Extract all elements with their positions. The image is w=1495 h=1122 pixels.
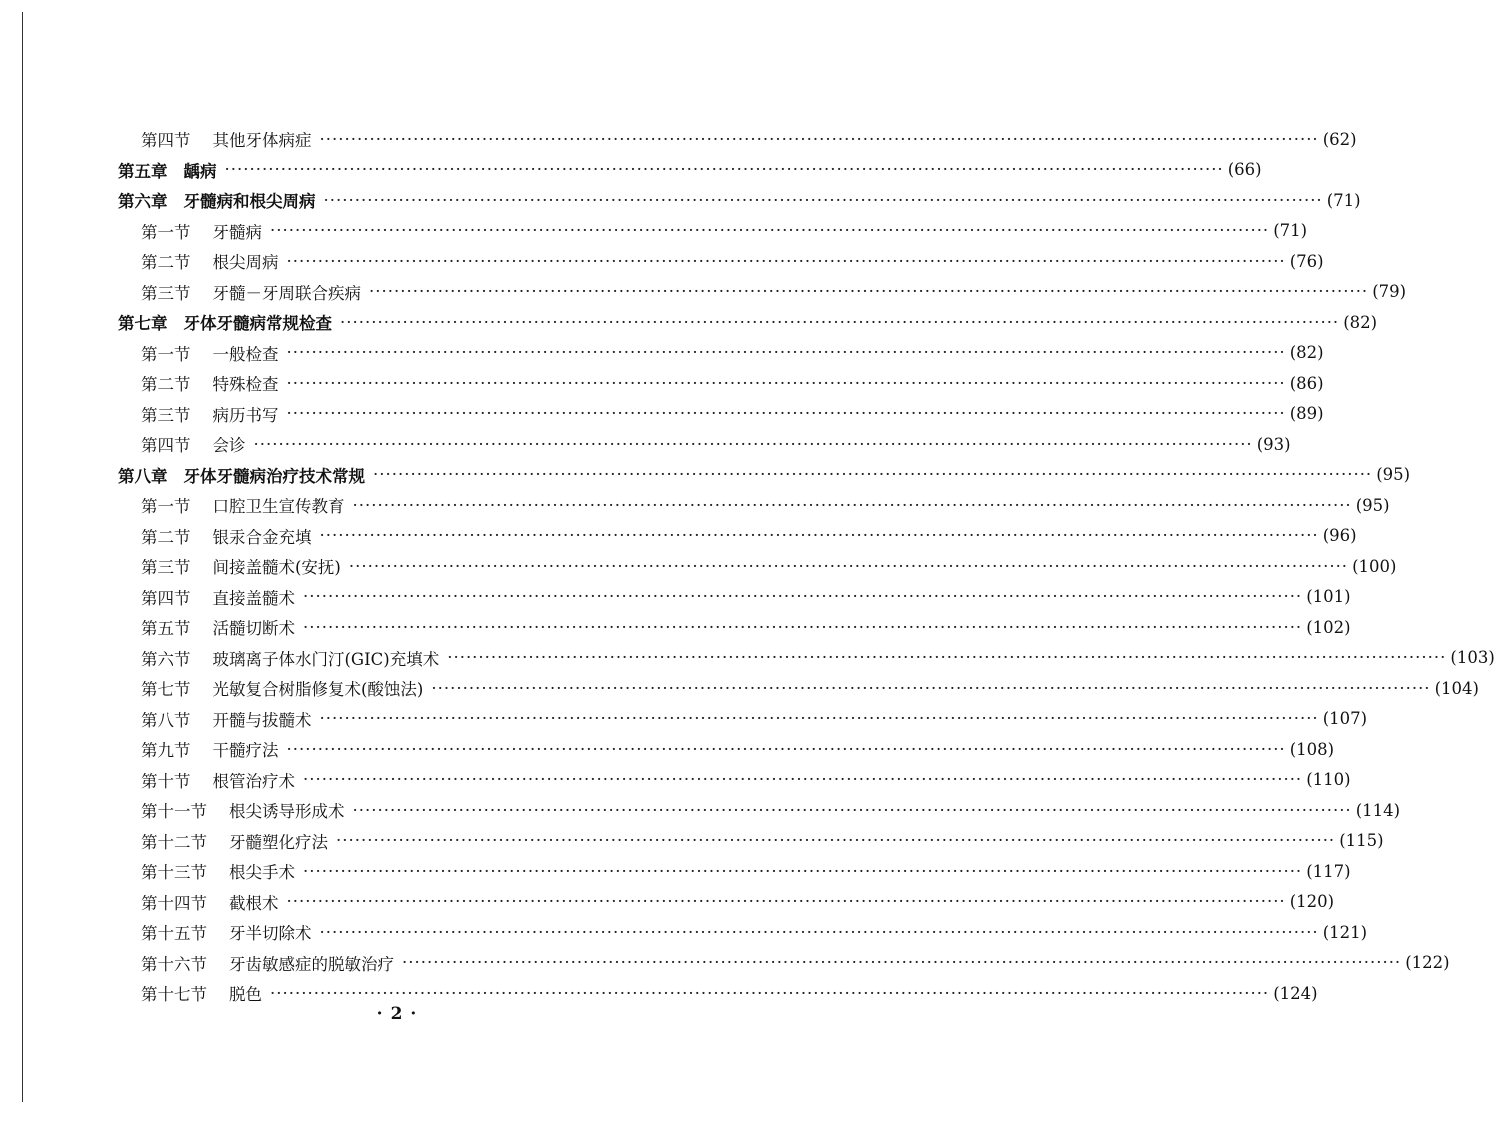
entry-number: 第五节	[141, 619, 191, 639]
entry-number: 第五章	[118, 161, 168, 181]
toc-section-entry[interactable]	[118, 795, 1401, 826]
toc-section-entry[interactable]	[118, 246, 1324, 277]
entry-title: 根尖诱导形成术	[229, 802, 345, 822]
toc-section-entry[interactable]	[118, 399, 1324, 430]
page-number: 2	[390, 1004, 403, 1024]
dot-leader: ································································································································································	[373, 465, 1373, 485]
entry-page-number: (76)	[1289, 251, 1324, 271]
entry-title: 牙体牙髓病治疗技术常规	[183, 466, 365, 486]
toc-section-entry[interactable]	[118, 765, 1351, 796]
toc-section-entry[interactable]	[118, 551, 1397, 582]
dot-leader: ································································································································································	[319, 709, 1319, 729]
entry-title: 银汞合金充填	[212, 527, 312, 547]
entry-number: 第十六节	[141, 954, 207, 974]
dot-leader: ································································································································································	[340, 312, 1340, 332]
dot-leader: ································································································································································	[431, 678, 1431, 698]
toc-chapter-entry[interactable]	[118, 460, 1411, 491]
toc-section-entry[interactable]	[118, 490, 1390, 521]
toc-section-entry[interactable]	[118, 673, 1479, 704]
entry-page-number: (82)	[1343, 312, 1378, 332]
toc-section-entry[interactable]	[118, 521, 1357, 552]
left-margin-rule	[22, 12, 23, 1102]
entry-page-number: (110)	[1306, 770, 1351, 790]
dot-leader: ································································································································································	[286, 373, 1286, 393]
entry-number: 第四节	[141, 131, 191, 151]
dot-leader: ································································································································································	[402, 953, 1402, 973]
toc-section-entry[interactable]	[118, 368, 1324, 399]
dot-leader: ································································································································································	[303, 861, 1303, 881]
entry-page-number: (89)	[1289, 404, 1324, 424]
entry-page-number: (93)	[1256, 434, 1291, 454]
dot-leader: ································································································································································	[303, 587, 1303, 607]
entry-page-number: (66)	[1227, 160, 1262, 180]
toc-section-entry[interactable]	[118, 948, 1450, 979]
entry-title: 开髓与拔髓术	[212, 710, 312, 730]
entry-page-number: (62)	[1322, 129, 1357, 149]
entry-number: 第十七节	[141, 985, 207, 1005]
toc-section-entry[interactable]	[118, 216, 1308, 247]
entry-page-number: (102)	[1306, 617, 1351, 637]
entry-number: 第二节	[141, 527, 191, 547]
toc-section-entry[interactable]	[118, 826, 1384, 857]
entry-number: 第十节	[141, 771, 191, 791]
toc-section-entry[interactable]	[118, 734, 1335, 765]
dot-leader: ································································································································································	[352, 495, 1352, 515]
dot-leader: ································································································································································	[336, 831, 1336, 851]
entry-page-number: (121)	[1322, 922, 1368, 942]
entry-number: 第八节	[141, 710, 191, 730]
dot-leader: ································································································································································	[319, 922, 1319, 942]
entry-title: 根管治疗术	[212, 771, 295, 791]
entry-page-number: (86)	[1289, 373, 1324, 393]
entry-title: 牙体牙髓病常规检查	[183, 314, 332, 334]
entry-title: 根尖手术	[229, 863, 295, 883]
entry-page-number: (120)	[1289, 892, 1335, 912]
dot-leader: ································································································································································	[303, 617, 1303, 637]
dot-leader: ································································································································································	[369, 282, 1369, 302]
toc-section-entry[interactable]	[118, 429, 1291, 460]
entry-number: 第三节	[141, 405, 191, 425]
entry-page-number: (114)	[1355, 800, 1401, 820]
dot-leader: ································································································································································	[323, 190, 1323, 210]
entry-page-number: (82)	[1289, 343, 1324, 363]
dot-leader: ································································································································································	[303, 770, 1303, 790]
toc-section-entry[interactable]	[118, 887, 1335, 918]
entry-number: 第四节	[141, 588, 191, 608]
entry-number: 第一节	[141, 222, 191, 242]
toc-section-entry[interactable]	[118, 612, 1351, 643]
table-of-contents	[118, 124, 1495, 1009]
page-footer	[0, 1004, 793, 1024]
entry-title: 会诊	[212, 436, 246, 456]
entry-page-number: (95)	[1376, 465, 1411, 485]
entry-title: 牙髓塑化疗法	[229, 832, 328, 852]
footer-dot-right: ·	[410, 1004, 417, 1024]
entry-number: 第一节	[141, 497, 191, 517]
entry-number: 第十五节	[141, 924, 207, 944]
entry-title: 口腔卫生宣传教育	[212, 497, 345, 517]
toc-section-entry[interactable]	[118, 277, 1407, 308]
entry-number: 第十三节	[141, 863, 207, 883]
entry-number: 第十二节	[141, 832, 207, 852]
entry-page-number: (96)	[1322, 526, 1357, 546]
entry-number: 第十一节	[141, 802, 207, 822]
entry-title: 直接盖髓术	[212, 588, 295, 608]
dot-leader: ································································································································································	[352, 800, 1352, 820]
entry-title: 光敏复合树脂修复术(酸蚀法)	[212, 680, 424, 700]
entry-number: 第二节	[141, 375, 191, 395]
toc-chapter-entry[interactable]	[118, 307, 1378, 338]
entry-number: 第十四节	[141, 893, 207, 913]
entry-number: 第一节	[141, 344, 191, 364]
entry-title: 一般检查	[212, 344, 279, 364]
entry-title: 干髓疗法	[212, 741, 279, 761]
entry-page-number: (107)	[1322, 709, 1368, 729]
entry-number: 第六节	[141, 649, 191, 669]
dot-leader: ································································································································································	[286, 892, 1286, 912]
toc-chapter-entry[interactable]	[118, 155, 1262, 186]
toc-section-entry[interactable]	[118, 124, 1357, 155]
entry-title: 牙髓病和根尖周病	[183, 192, 316, 212]
entry-page-number: (101)	[1306, 587, 1351, 607]
entry-number: 第六章	[118, 192, 168, 212]
entry-number: 第七节	[141, 680, 191, 700]
entry-title: 牙髓病	[212, 222, 262, 242]
dot-leader: ································································································································································	[286, 404, 1286, 424]
entry-number: 第四节	[141, 436, 191, 456]
entry-page-number: (71)	[1273, 221, 1308, 241]
entry-page-number: (103)	[1450, 648, 1495, 668]
entry-title: 特殊检查	[212, 375, 279, 395]
entry-page-number: (79)	[1372, 282, 1407, 302]
entry-title: 间接盖髓术(安抚)	[212, 558, 341, 578]
entry-number: 第九节	[141, 741, 191, 761]
entry-page-number: (95)	[1355, 495, 1390, 515]
footer-dot-left: ·	[376, 1004, 383, 1024]
dot-leader: ································································································································································	[270, 983, 1270, 1003]
entry-title: 根尖周病	[212, 253, 279, 273]
entry-page-number: (104)	[1434, 678, 1479, 698]
dot-leader: ································································································································································	[224, 160, 1224, 180]
entry-title: 牙齿敏感症的脱敏治疗	[229, 954, 394, 974]
entry-number: 第三节	[141, 283, 191, 303]
dot-leader: ································································································································································	[253, 434, 1253, 454]
entry-page-number: (117)	[1306, 861, 1351, 881]
dot-leader: ································································································································································	[348, 556, 1349, 576]
toc-section-entry[interactable]	[118, 643, 1495, 674]
toc-chapter-entry[interactable]	[118, 185, 1361, 216]
entry-title: 脱色	[229, 985, 262, 1005]
entry-title: 牙半切除术	[229, 924, 312, 944]
entry-page-number: (124)	[1273, 983, 1318, 1003]
entry-number: 第七章	[118, 314, 168, 334]
entry-page-number: (71)	[1326, 190, 1361, 210]
dot-leader: ································································································································································	[286, 251, 1286, 271]
dot-leader: ································································································································································	[286, 739, 1286, 759]
entry-number: 第二节	[141, 253, 191, 273]
dot-leader: ································································································································································	[270, 221, 1270, 241]
entry-title: 龋病	[183, 161, 217, 181]
entry-title: 活髓切断术	[212, 619, 295, 639]
entry-title: 截根术	[229, 893, 279, 913]
entry-title: 其他牙体病症	[212, 131, 312, 151]
entry-page-number: (115)	[1339, 831, 1384, 851]
dot-leader: ································································································································································	[286, 343, 1286, 363]
entry-number: 第八章	[118, 466, 168, 486]
entry-title: 玻璃离子体水门汀(GIC)充填术	[212, 649, 440, 669]
entry-number: 第三节	[141, 558, 191, 578]
toc-section-entry[interactable]	[118, 704, 1368, 735]
dot-leader: ································································································································································	[447, 648, 1447, 668]
entry-page-number: (122)	[1405, 953, 1450, 973]
dot-leader: ································································································································································	[319, 129, 1319, 149]
toc-section-entry[interactable]	[118, 338, 1324, 369]
entry-page-number: (108)	[1289, 739, 1335, 759]
entry-title: 病历书写	[212, 405, 279, 425]
toc-section-entry[interactable]	[118, 582, 1351, 613]
dot-leader: ································································································································································	[319, 526, 1319, 546]
toc-section-entry[interactable]	[118, 856, 1351, 887]
entry-page-number: (100)	[1352, 556, 1397, 576]
toc-section-entry[interactable]	[118, 917, 1368, 948]
entry-title: 牙髓－牙周联合疾病	[212, 283, 361, 303]
